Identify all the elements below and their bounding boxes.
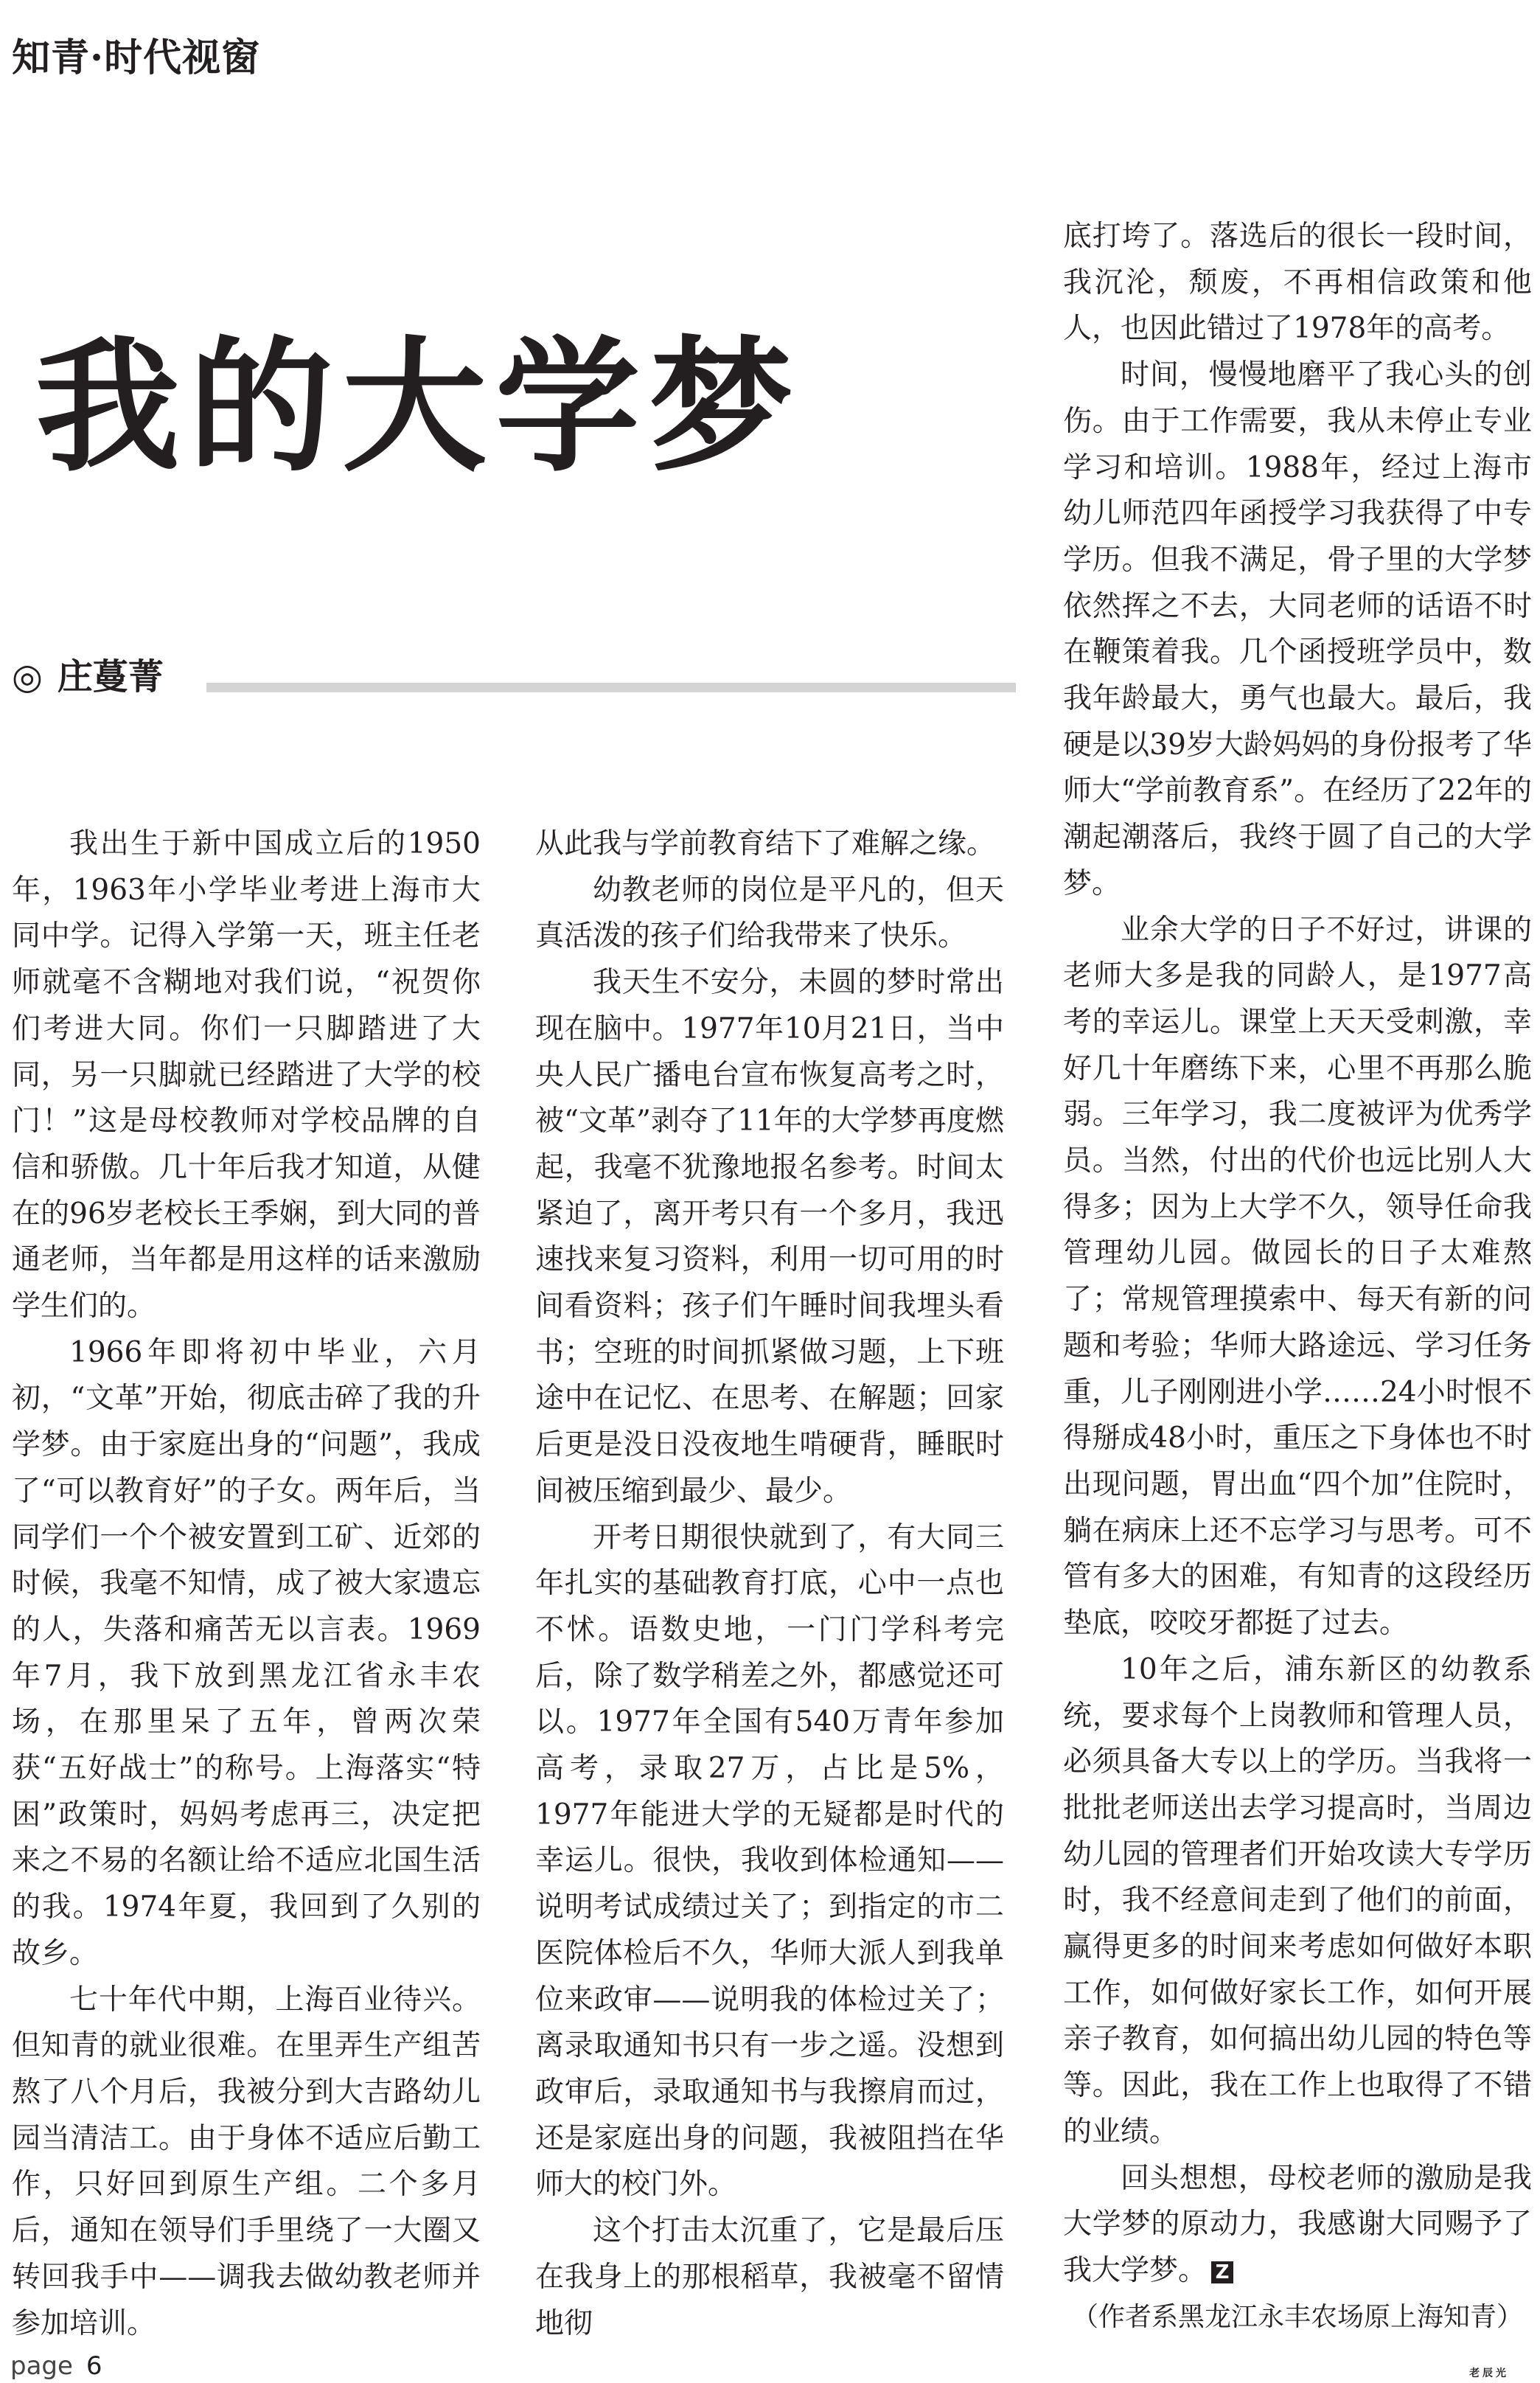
article-title: 我的大学梦	[35, 324, 803, 492]
paragraph: 幼教老师的岗位是平凡的，但天真活泼的孩子们给我带来了快乐。	[535, 873, 1004, 953]
author-byline: （作者系黑龙江永丰农场原上海知青）	[1071, 2301, 1523, 2332]
paragraph: 业余大学的日子不好过，讲课的老师大多是我的同龄人，是1977高考的幸运儿。课堂上天天受刺激，幸好几十年磨练下来，心里不再那么脆弱。三年学习，我二度被评为优秀学员。当然，付出的代价也远比别人大得多；因为上大学不久，领导任命我管理幼儿园。做园长的日子太难熬了；常规管理摸索中、每天有新的问题和考验；华师大路途远、学习任务重，儿子刚刚进小学……24小时恨不得掰成48小时，重压之下身体也不时出现问题，胃出血“四个加”住院时，躺在病床上还不忘学习与思考。可不管有多大的困难，有知青的这段经历垫底，咬咬牙都挺了过去。	[1063, 913, 1532, 1641]
end-mark-icon: Z	[1211, 2261, 1233, 2283]
page-footer	[0, 2347, 1519, 2383]
closing-paragraph	[1063, 2156, 1532, 2295]
paragraph-continued: 底打垮了。落选后的很长一段时间，我沉沦，颓废，不再相信政策和他人，也因此错过了1978年的高考。	[1063, 220, 1532, 346]
column-2	[535, 821, 1004, 2347]
title-area	[12, 214, 1004, 821]
paragraph: 时间，慢慢地磨平了我心头的创伤。由于工作需要，我从未停止专业学习和培训。1988年，经过上海市幼儿师范四年函授学习我获得了中专学历。但我不满足，骨子里的大学梦依然挥之不去，大同老师的话语不时在鞭策着我。几个函授班学员中，数我年龄最大，勇气也最大。最后，我硬是以39岁大龄妈妈的身份报考了华师大“学前教育系”。在经历了22年的潮起潮落后，我终于圆了自己的大学梦。	[1063, 358, 1532, 900]
paragraph: 我天生不安分，未圆的梦时常出现在脑中。1977年10月21日，当中央人民广播电台宣布恢复高考之时，被“文革”剥夺了11年的大学梦再度燃起，我毫不犹豫地报名参考。时间太紧迫了，离开考只有一个多月，我迅速找来复习资料，利用一切可用的时间看资料；孩子们午睡时间我埋头看书；空班的时间抓紧做习题，上下班途中在记忆、在思考、在解题；回家后更是没日没夜地生啃硬背，睡眠时间被压缩到最少、最少。	[535, 966, 1004, 1508]
closing-text: 回头想想，母校老师的激励是我大学梦的原动力，我感谢大同赐予了我大学梦。	[1063, 2161, 1532, 2287]
page-number: 6	[86, 2351, 102, 2382]
page-label: page	[10, 2351, 73, 2382]
paragraph: 1966年即将初中毕业，六月初，“文革”开始，彻底击碎了我的升学梦。由于家庭出身的“问题”，我成了“可以教育好”的子女。两年后，当同学们一个个被安置到工矿、近郊的时候，我毫不知情，成了被大家遗忘的人，失落和痛苦无以言表。1969年7月，我下放到黑龙江省永丰农场，在那里呆了五年，曾两次荣获“五好战士”的称号。上海落实“特困”政策时，妈妈考虑再三，决定把来之不易的名额让给不适应北国生活的我。1974年夏，我回到了久别的故乡。	[12, 1335, 481, 1970]
paragraph: 这个打击太沉重了，它是最后压在我身上的那根稻草，我被毫不留情地彻	[535, 2214, 1004, 2340]
author-name: 庄蔓菁	[57, 656, 164, 697]
author-line	[12, 656, 164, 699]
paragraph: 我出生于新中国成立后的1950年，1963年小学毕业考进上海市大同中学。记得入学第一天，班主任老师就毫不含糊地对我们说，“祝贺你们考进大同。你们一只脚踏进了大同，另一只脚就已经踏进了大学的校门！”这是母校教师对学校品牌的自信和骄傲。几十年后我才知道，从健在的96岁老校长王季娴，到大同的普通老师，当年都是用这样的话来激励学生们的。	[12, 827, 481, 1323]
paragraph-continued: 从此我与学前教育结下了难解之缘。	[535, 827, 996, 860]
paragraph: 10年之后，浦东新区的幼教系统，要求每个上岗教师和管理人员，必须具备大专以上的学历。当我将一批批老师送出去学习提高时，当周边幼儿园的管理者们开始攻读大专学历时，我不经意间走到了他们的前面，赢得更多的时间来考虑如何做好本职工作，如何做好家长工作，如何开展亲子教育，如何搞出幼儿园的特色等等。因此，我在工作上也取得了不错的业绩。	[1063, 1652, 1532, 2149]
paragraph: 开考日期很快就到了，有大同三年扎实的基础教育打底，心中一点也不怵。语数史地，一门门学科考完后，除了数学稍差之外，都感觉还可以。1977年全国有540万青年参加高考，录取27万，占比是5%，1977年能进大学的无疑都是时代的幸运儿。很快，我收到体检通知——说明考试成绩过关了；到指定的市二医院体检后不久，华师大派人到我单位来政审——说明我的体检过关了；离录取通知书只有一步之遥。没想到政审后，录取通知书与我擦肩而过，还是家庭出身的问题，我被阻挡在华师大的校门外。	[535, 1520, 1004, 2202]
section-header: 知青·时代视窗	[12, 35, 261, 80]
paragraph: 七十年代中期，上海百业待兴。但知青的就业很难。在里弄生产组苦熬了八个月后，我被分到大吉路幼儿园当清洁工。由于身体不适应后勤工作，只好回到原生产组。二个多月后，通知在领导们手里绕了一大圈又转回我手中——调我去做幼教老师并参加培训。	[12, 1983, 481, 2340]
author-divider	[206, 683, 1016, 692]
column-1	[12, 821, 481, 2347]
column-3	[1063, 214, 1532, 2347]
corner-label: 老辰光	[1469, 2368, 1509, 2380]
author-mark-icon: ◎	[12, 656, 43, 697]
page-indicator	[10, 2351, 102, 2382]
article-layout	[12, 0, 1532, 2347]
